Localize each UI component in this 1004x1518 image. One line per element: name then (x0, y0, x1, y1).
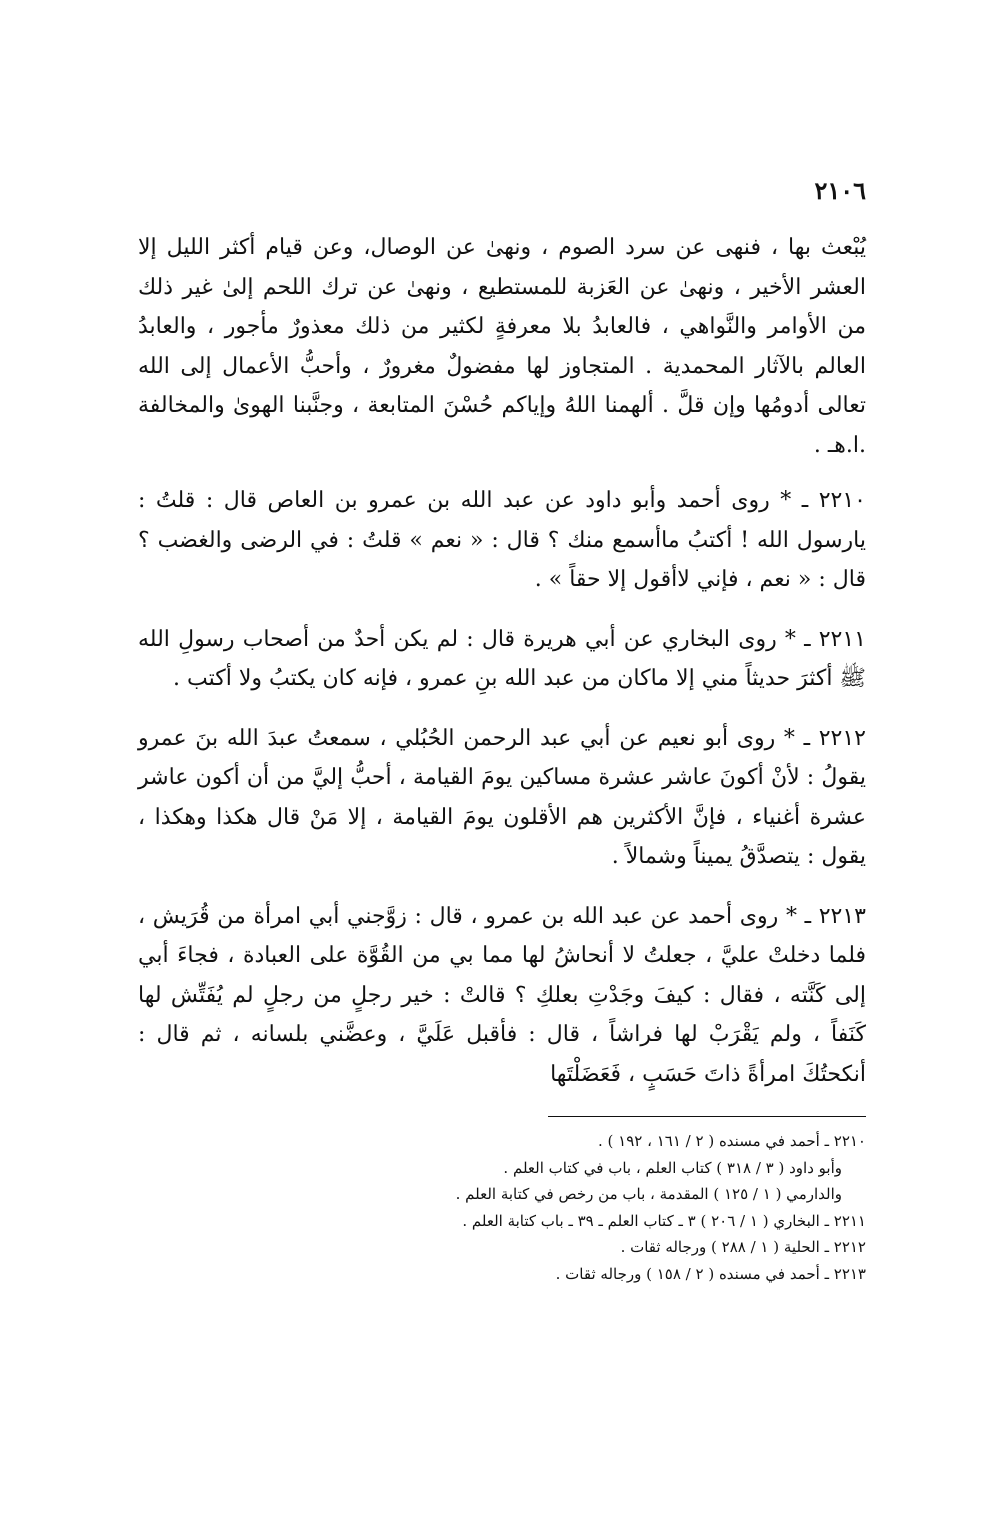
hadith-2213: ٢٢١٣ ـ * روى أحمد عن عبد الله بن عمرو ، قال : زوَّجني أبي امرأة من قُرَيش ، فلما دخلتْ عليَّ ، جعلتُ لا أنحاشُ لها مما بي من القُوَّة على العبادة ، فجاءَ أبي إلى كَنَّته ، فقال : كيفَ وجَدْتِ بعلكِ ؟ قالتْ : خير رجلٍ من رجلٍ لم يُفَتِّش لها كَنَفاً ، ولم يَقْرَبْ لها فراشاً ، قال : فأقبل عَلَيَّ ، وعضَّني بلسانه ، ثم قال : أنكحتُكَ امرأةً ذاتَ حَسَبٍ ، فَعَضَلْتَها (138, 903, 866, 1087)
hadith-2211: ٢٢١١ ـ * روى البخاري عن أبي هريرة قال : لم يكن أحدٌ من أصحاب رسولِ الله ﷺ أكثرَ حديثاً مني إلا ماكان من عبد الله بنِ عمرو ، فإنه كان يكتبُ ولا أكتب . (138, 626, 866, 691)
hadith-2212: ٢٢١٢ ـ * روى أبو نعيم عن أبي عبد الرحمن الحُبُلي ، سمعتُ عبدَ الله بنَ عمرو يقولُ : لأنْ أكونَ عاشر عشرة مساكين يومَ القيامة ، أحبُّ إليَّ من أن أكون عاشر عشرة أغنياء ، فإنَّ الأكثرين هم الأقلون يومَ القيامة ، إلا مَنْ قال هكذا وهكذا ، يقول : يتصدَّقُ يميناً وشمالاً . (138, 725, 866, 869)
footnote-2210: ٢٢١٠ ـ أحمد في مسنده ( ٢ / ١٦١ ، ١٩٢ ) . (598, 1132, 866, 1150)
footnote-2212: ٢٢١٢ ـ الحلية ( ١ / ٢٨٨ ) ورجاله ثقات . (620, 1238, 866, 1256)
footnote-divider (548, 1116, 866, 1117)
paragraph-intro: يُبْعث بها ، فنهى عن سرد الصوم ، ونهىٰ عن الوصال، وعن قيام أكثر الليل إلا العشر الأخير ، ونهىٰ عن العَزبة للمستطيع ، ونهىٰ عن ترك اللحم إلىٰ غير ذلك من الأوامر والنَّواهي ، فالعابدُ بلا معرفةٍ لكثير من ذلك معذورٌ مأجور ، والعابدُ العالم بالآثار المحمدية . المتجاوز لها مفضولٌ مغرورٌ ، وأحبُّ الأعمال إلى الله تعالى أدومُها وإن قلَّ . ألهمنا اللهُ وإياكم حُسْنَ المتابعة ، وجنَّبنا الهوىٰ والمخالفة .ا.هـ . (138, 235, 866, 458)
footnote-2211: ٢٢١١ ـ البخاري ( ١ / ٢٠٦ ) ٣ ـ كتاب العلم ـ ٣٩ ـ باب كتابة العلم . (462, 1211, 866, 1230)
footnote-2210-darimi: والدارمي ( ١ / ١٢٥ ) المقدمة ، باب من رخص في كتابة العلم . (455, 1185, 842, 1203)
main-text (138, 228, 866, 1114)
hadith-2210: ٢٢١٠ ـ * روى أحمد وأبو داود عن عبد الله بن عمرو بن العاص قال : قلتُ : يارسول الله ! أكتبُ ماأسمع منك ؟ قال : « نعم » قلتُ : في الرضى والغضب ؟ قال : « نعم ، فإني لاأقول إلا حقاً » . (138, 488, 866, 592)
page-number: ٢١٠٦ (814, 176, 866, 205)
footnotes (138, 1128, 866, 1287)
footnote-2213: ٢٢١٣ ـ أحمد في مسنده ( ٢ / ١٥٨ ) ورجاله ثقات . (555, 1264, 866, 1283)
footnote-2210-abu-dawud: وأبو داود ( ٣ / ٣١٨ ) كتاب العلم ، باب في كتاب العلم . (503, 1158, 842, 1177)
